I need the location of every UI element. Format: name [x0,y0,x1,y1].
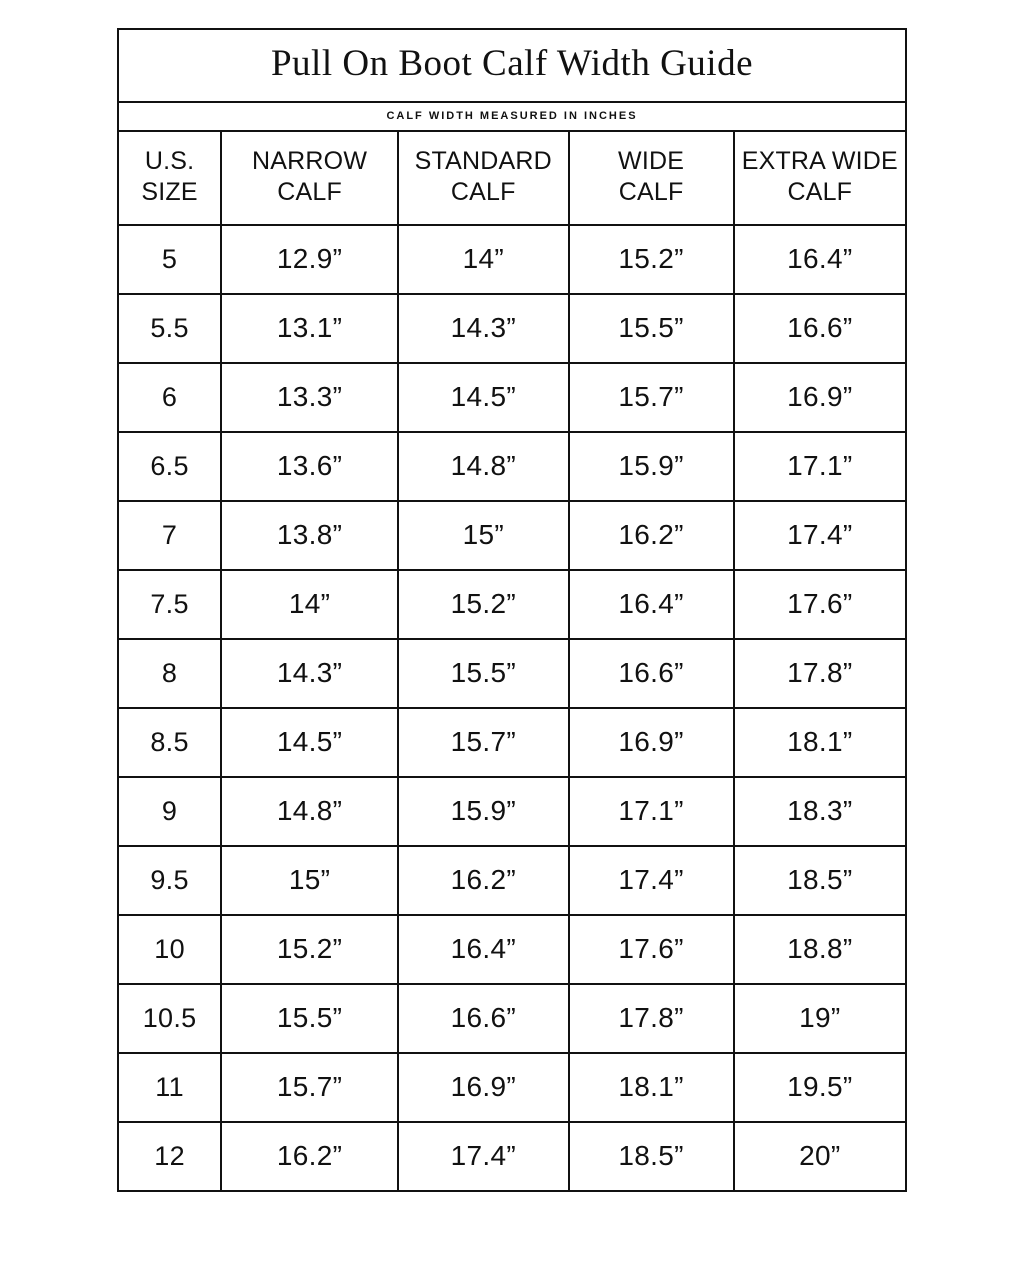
cell-extra-wide: 16.6” [734,294,905,363]
table-row [119,708,905,777]
column-header-line: WIDE [618,146,685,175]
calf-width-table [119,132,905,1191]
cell-standard: 16.6” [398,984,569,1053]
column-header-line: CALF [450,177,516,206]
cell-wide: 15.5” [569,294,734,363]
cell-standard: 16.4” [398,915,569,984]
cell-narrow: 14.8” [221,777,398,846]
cell-size: 8.5 [119,708,221,777]
cell-extra-wide: 18.3” [734,777,905,846]
column-header-line: STANDARD [414,146,552,175]
table-row [119,915,905,984]
cell-narrow: 14.3” [221,639,398,708]
cell-size: 7.5 [119,570,221,639]
cell-standard: 14.3” [398,294,569,363]
column-header-line: U.S. [144,146,195,175]
table-row [119,1122,905,1190]
cell-standard: 15.7” [398,708,569,777]
cell-narrow: 15.7” [221,1053,398,1122]
table-body [119,225,905,1190]
table-row [119,777,905,846]
cell-wide: 16.4” [569,570,734,639]
column-header-extra-wide [734,132,905,226]
chart-subtitle: CALF WIDTH MEASURED IN INCHES [386,109,638,122]
page-title: Pull On Boot Calf Width Guide [270,43,754,84]
table-row [119,363,905,432]
cell-size: 10.5 [119,984,221,1053]
cell-size: 7 [119,501,221,570]
cell-wide: 17.1” [569,777,734,846]
cell-narrow: 13.6” [221,432,398,501]
column-header-line: CALF [618,177,684,206]
cell-extra-wide: 17.8” [734,639,905,708]
column-header-size [119,132,221,226]
cell-narrow: 14” [221,570,398,639]
cell-wide: 18.5” [569,1122,734,1190]
cell-extra-wide: 17.6” [734,570,905,639]
cell-wide: 15.2” [569,225,734,294]
cell-wide: 16.6” [569,639,734,708]
cell-size: 6 [119,363,221,432]
column-header-line: CALF [787,177,853,206]
cell-size: 8 [119,639,221,708]
cell-standard: 17.4” [398,1122,569,1190]
cell-extra-wide: 16.9” [734,363,905,432]
table-row [119,432,905,501]
cell-standard: 15” [398,501,569,570]
cell-extra-wide: 20” [734,1122,905,1190]
cell-extra-wide: 19.5” [734,1053,905,1122]
cell-narrow: 13.3” [221,363,398,432]
cell-size: 6.5 [119,432,221,501]
cell-wide: 17.6” [569,915,734,984]
cell-narrow: 16.2” [221,1122,398,1190]
table-row [119,501,905,570]
cell-extra-wide: 17.4” [734,501,905,570]
table-row [119,294,905,363]
cell-standard: 14.8” [398,432,569,501]
cell-wide: 16.9” [569,708,734,777]
cell-standard: 15.9” [398,777,569,846]
cell-wide: 16.2” [569,501,734,570]
cell-narrow: 14.5” [221,708,398,777]
cell-wide: 17.4” [569,846,734,915]
cell-extra-wide: 18.8” [734,915,905,984]
cell-extra-wide: 17.1” [734,432,905,501]
cell-wide: 17.8” [569,984,734,1053]
cell-size: 5 [119,225,221,294]
column-header-line: NARROW [252,146,368,175]
cell-extra-wide: 16.4” [734,225,905,294]
table-row [119,639,905,708]
column-header-line: SIZE [141,177,198,206]
cell-size: 9 [119,777,221,846]
cell-size: 5.5 [119,294,221,363]
column-header-line: CALF [277,177,342,206]
cell-narrow: 13.1” [221,294,398,363]
cell-standard: 15.5” [398,639,569,708]
cell-standard: 14” [398,225,569,294]
chart-title-row [119,30,905,103]
cell-wide: 15.7” [569,363,734,432]
cell-standard: 16.9” [398,1053,569,1122]
cell-standard: 14.5” [398,363,569,432]
cell-extra-wide: 19” [734,984,905,1053]
column-header-narrow [221,132,398,226]
cell-size: 11 [119,1053,221,1122]
cell-narrow: 13.8” [221,501,398,570]
table-row [119,570,905,639]
table-row [119,846,905,915]
table-row [119,225,905,294]
table-row [119,984,905,1053]
column-header-wide [569,132,734,226]
cell-size: 12 [119,1122,221,1190]
cell-wide: 15.9” [569,432,734,501]
cell-narrow: 12.9” [221,225,398,294]
table-row [119,1053,905,1122]
table-header-row [119,132,905,226]
chart-subtitle-row [119,103,905,132]
size-chart [117,28,907,1192]
cell-narrow: 15.2” [221,915,398,984]
cell-extra-wide: 18.5” [734,846,905,915]
cell-standard: 15.2” [398,570,569,639]
cell-narrow: 15.5” [221,984,398,1053]
column-header-line: EXTRA WIDE [741,146,898,175]
cell-wide: 18.1” [569,1053,734,1122]
cell-size: 9.5 [119,846,221,915]
cell-standard: 16.2” [398,846,569,915]
cell-extra-wide: 18.1” [734,708,905,777]
column-header-standard [398,132,569,226]
cell-narrow: 15” [221,846,398,915]
cell-size: 10 [119,915,221,984]
